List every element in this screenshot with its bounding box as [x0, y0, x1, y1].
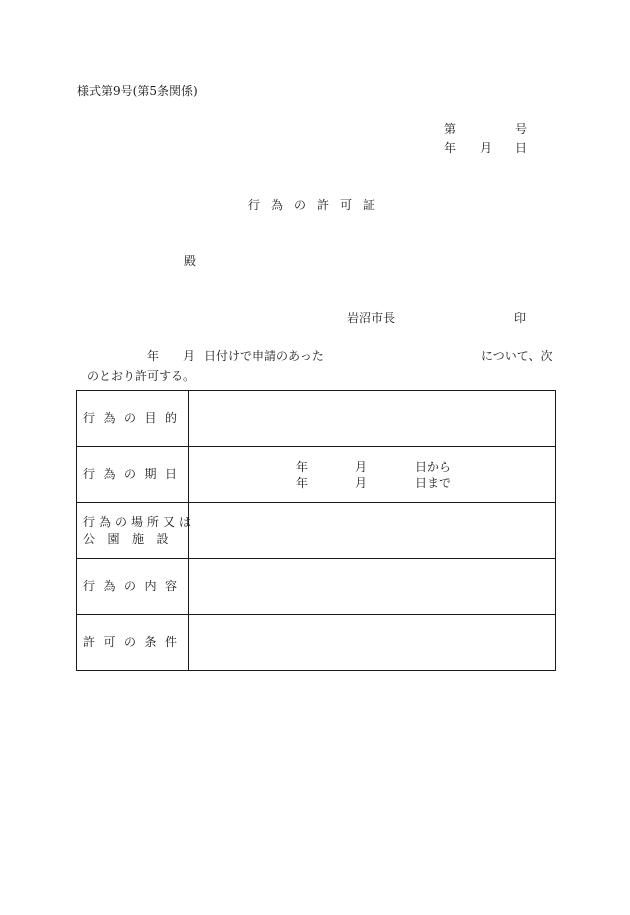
period-start-month: 月	[355, 460, 368, 474]
period-value	[189, 447, 556, 503]
permit-details-table	[76, 390, 556, 671]
place-label-cell	[77, 503, 196, 559]
content-label-cell	[77, 559, 189, 615]
document-number-prefix: 第	[444, 122, 457, 136]
purpose-label-cell	[77, 391, 189, 447]
application-date-month: 月	[183, 349, 196, 363]
table-row	[77, 503, 556, 559]
content-value	[189, 559, 556, 615]
period-start-day: 日から	[415, 460, 452, 474]
application-text-end: について、次	[481, 349, 553, 363]
place-value	[189, 503, 556, 559]
seal-mark: 印	[514, 311, 527, 325]
issue-date-month: 月	[480, 141, 493, 155]
conditions-label: 許可の条件	[83, 635, 186, 649]
period-end-year: 年	[296, 476, 309, 490]
conditions-value	[189, 615, 556, 671]
application-text: 日付けで申請のあった	[204, 349, 324, 363]
purpose-value	[189, 391, 556, 447]
period-label: 行為の期日	[83, 467, 186, 481]
issuer-name: 岩沼市長	[347, 311, 396, 325]
period-end-month: 月	[355, 476, 368, 490]
issue-date-day: 日	[515, 141, 528, 155]
addressee-suffix: 殿	[184, 254, 197, 268]
table-row	[77, 447, 556, 503]
period-label-cell	[77, 447, 189, 503]
issue-date-year: 年	[444, 141, 457, 155]
place-label-line2: 公園施設	[83, 531, 182, 546]
period-end-day: 日まで	[415, 476, 452, 490]
table-row	[77, 559, 556, 615]
conditions-label-cell	[77, 615, 189, 671]
place-label-line1: 行為の場所又は	[83, 514, 196, 529]
table-row	[77, 615, 556, 671]
purpose-label: 行為の目的	[83, 411, 186, 425]
document-title: 行為の許可証	[248, 198, 387, 212]
application-date-year: 年	[147, 349, 160, 363]
document-number-suffix: 号	[515, 122, 528, 136]
content-label: 行為の内容	[83, 579, 186, 593]
permission-statement: のとおり許可する。	[87, 369, 196, 383]
period-start-year: 年	[296, 460, 309, 474]
form-number: 様式第9号(第5条関係)	[77, 84, 198, 98]
table-row	[77, 391, 556, 447]
